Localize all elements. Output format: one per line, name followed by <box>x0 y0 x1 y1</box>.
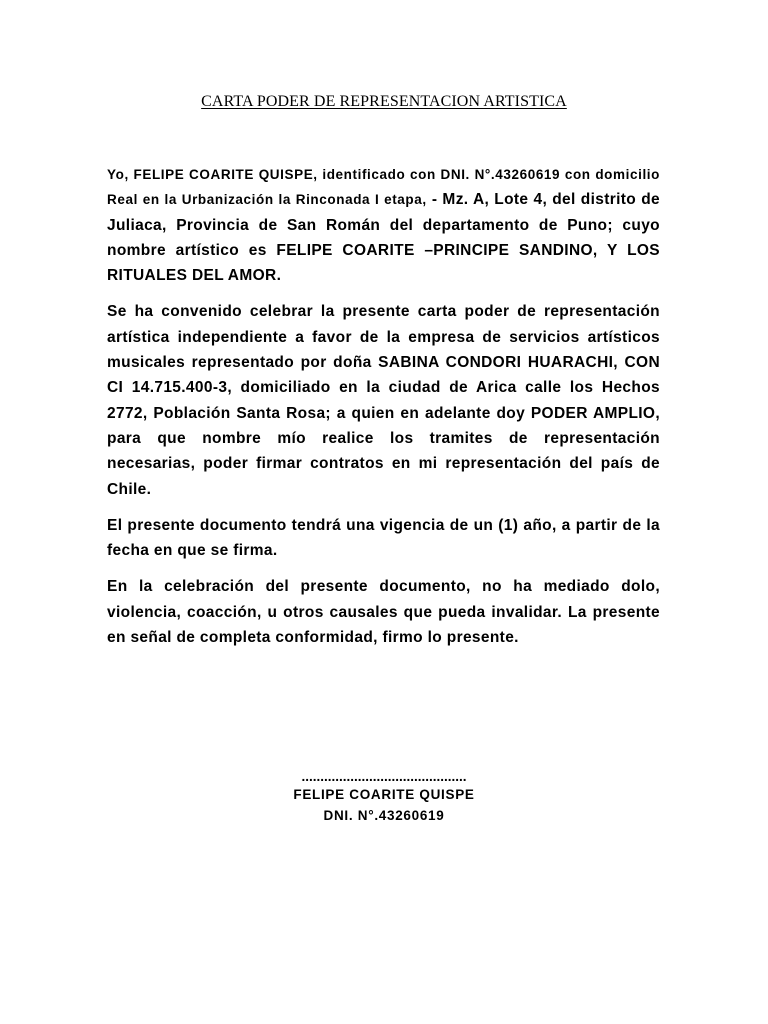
paragraph-agreement: Se ha convenido celebrar la presente carta poder de representación artística independiente a favor de la empresa de servicios artísticos musicales representado por doña SABINA CONDORI HUARACHI, CON CI 14.715.400-3, domiciliado en la ciudad de Arica calle los Hechos 2772, Población Santa Rosa; a quien en adelante doy PODER AMPLIO, para que nombre mío realice los tramites de representación necesarias, poder firmar contratos en mi representación del país de Chile. <box>107 303 660 498</box>
document-body <box>107 162 660 661</box>
paragraph-identification-opening: Yo, FELIPE COARITE QUISPE, identificado con DNI. N°.43260619 con domicilio Real en la Urbanización la Rinconada I etapa, <box>107 167 660 208</box>
signature-block <box>0 770 768 826</box>
paragraph-validity: El presente documento tendrá una vigencia de un (1) año, a partir de la fecha en que se firma. <box>107 516 660 560</box>
paragraph-conformity: En la celebración del presente documento, no ha mediado dolo, violencia, coacción, u otros causales que pueda invalidar. La presente en señal de completa conformidad, firmo lo presente. <box>107 578 660 647</box>
paragraph-identification-rest: - Mz. A, Lote 4, del distrito de Juliaca, Provincia de San Román del departamento de Puno; cuyo nombre artístico es FELIPE COARITE –PRINCIPE SANDINO, Y LOS RITUALES DEL AMOR. <box>107 191 660 285</box>
paragraph-identification <box>107 162 660 288</box>
signer-name: FELIPE COARITE QUISPE <box>293 787 475 802</box>
document-title: CARTA PODER DE REPRESENTACION ARTISTICA <box>201 93 567 110</box>
signature-line: ............................................ <box>301 769 467 784</box>
signer-dni: DNI. N°.43260619 <box>323 808 445 823</box>
